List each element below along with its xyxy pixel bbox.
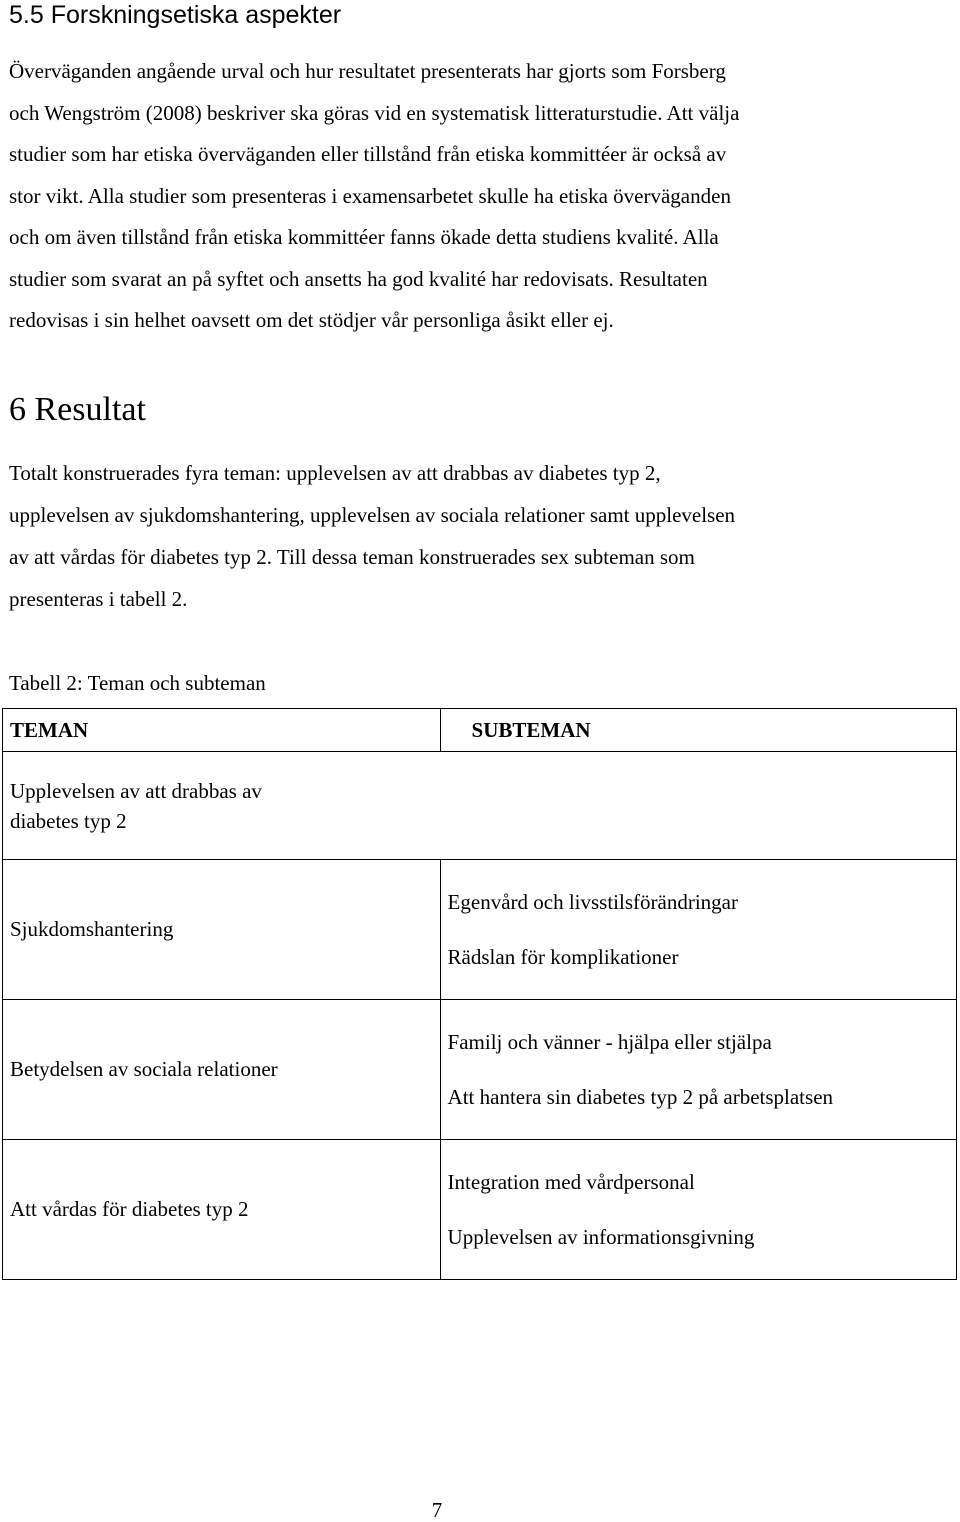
- paragraph-line: studier som svarat an på syftet och ansetts ha god kvalité har redovisats. Resultaten: [9, 266, 708, 291]
- subtheme-cell: [440, 1140, 956, 1280]
- subtheme-item: Att hantera sin diabetes typ 2 på arbetsplatsen: [447, 1085, 834, 1109]
- header-subteman: SUBTEMAN: [440, 709, 956, 752]
- paragraph-line: redovisas i sin helhet oavsett om det stödjer vår personliga åsikt eller ej.: [9, 308, 614, 332]
- theme-cell: Betydelsen av sociala relationer: [3, 1000, 441, 1140]
- subtheme-cell: [440, 1000, 956, 1140]
- header-teman: TEMAN: [3, 709, 441, 752]
- paragraph-line: och Wengström (2008) beskriver ska göras vid en systematisk litteraturstudie. Att välja: [9, 100, 740, 125]
- results-paragraph: [9, 452, 735, 620]
- paragraph-line: Överväganden angående urval och hur resultatet presenterats har gjorts som Forsberg: [9, 59, 726, 83]
- ethics-paragraph: [9, 51, 739, 342]
- subtheme-cell: [440, 860, 956, 1000]
- theme-cell: Sjukdomshantering: [3, 860, 441, 1000]
- chapter-heading: 6 Resultat: [9, 391, 146, 428]
- page-number-text: 7: [431, 1498, 443, 1522]
- paragraph-line: stor vikt. Alla studier som presenteras i examensarbetet skulle ha etiska överväganden: [9, 183, 731, 208]
- paragraph-line: och om även tillstånd från etiska kommittéer fanns ökade detta studiens kvalité. Alla: [9, 225, 719, 249]
- table-header-row: [3, 709, 957, 752]
- subtheme-item: Upplevelsen av informationsgivning: [447, 1225, 755, 1249]
- paragraph-line: av att vårdas för diabetes typ 2. Till dessa teman konstruerades sex subteman som: [9, 545, 695, 569]
- paragraph-line: Totalt konstruerades fyra teman: upplevelsen av att drabbas av diabetes typ 2,: [9, 461, 661, 485]
- section-heading: 5.5 Forskningsetiska aspekter: [9, 1, 342, 29]
- theme-line: diabetes typ 2: [10, 808, 127, 833]
- paragraph-line: studier som har etiska överväganden eller tillstånd från etiska kommittéer är också av: [9, 142, 727, 166]
- paragraph-line: presenteras i tabell 2.: [9, 587, 188, 611]
- subtheme-item: Rädslan för komplikationer: [447, 945, 679, 969]
- theme-line: Upplevelsen av att drabbas av: [10, 778, 262, 803]
- page-number: [0, 1498, 960, 1522]
- table-caption: Tabell 2: Teman och subteman: [9, 671, 266, 695]
- table-row: [3, 860, 957, 1000]
- theme-cell: [3, 752, 957, 860]
- subtheme-item: Egenvård och livsstilsförändringar: [447, 890, 738, 914]
- theme-cell: Att vårdas för diabetes typ 2: [3, 1140, 441, 1280]
- table-row: [3, 1000, 957, 1140]
- subtheme-item: Integration med vårdpersonal: [447, 1170, 695, 1194]
- table-row: [3, 752, 957, 860]
- paragraph-line: upplevelsen av sjukdomshantering, upplevelsen av sociala relationer samt upplevelsen: [9, 503, 736, 527]
- subtheme-item: Familj och vänner - hjälpa eller stjälpa: [447, 1030, 772, 1054]
- table-row: [3, 1140, 957, 1280]
- themes-table: [2, 708, 957, 1280]
